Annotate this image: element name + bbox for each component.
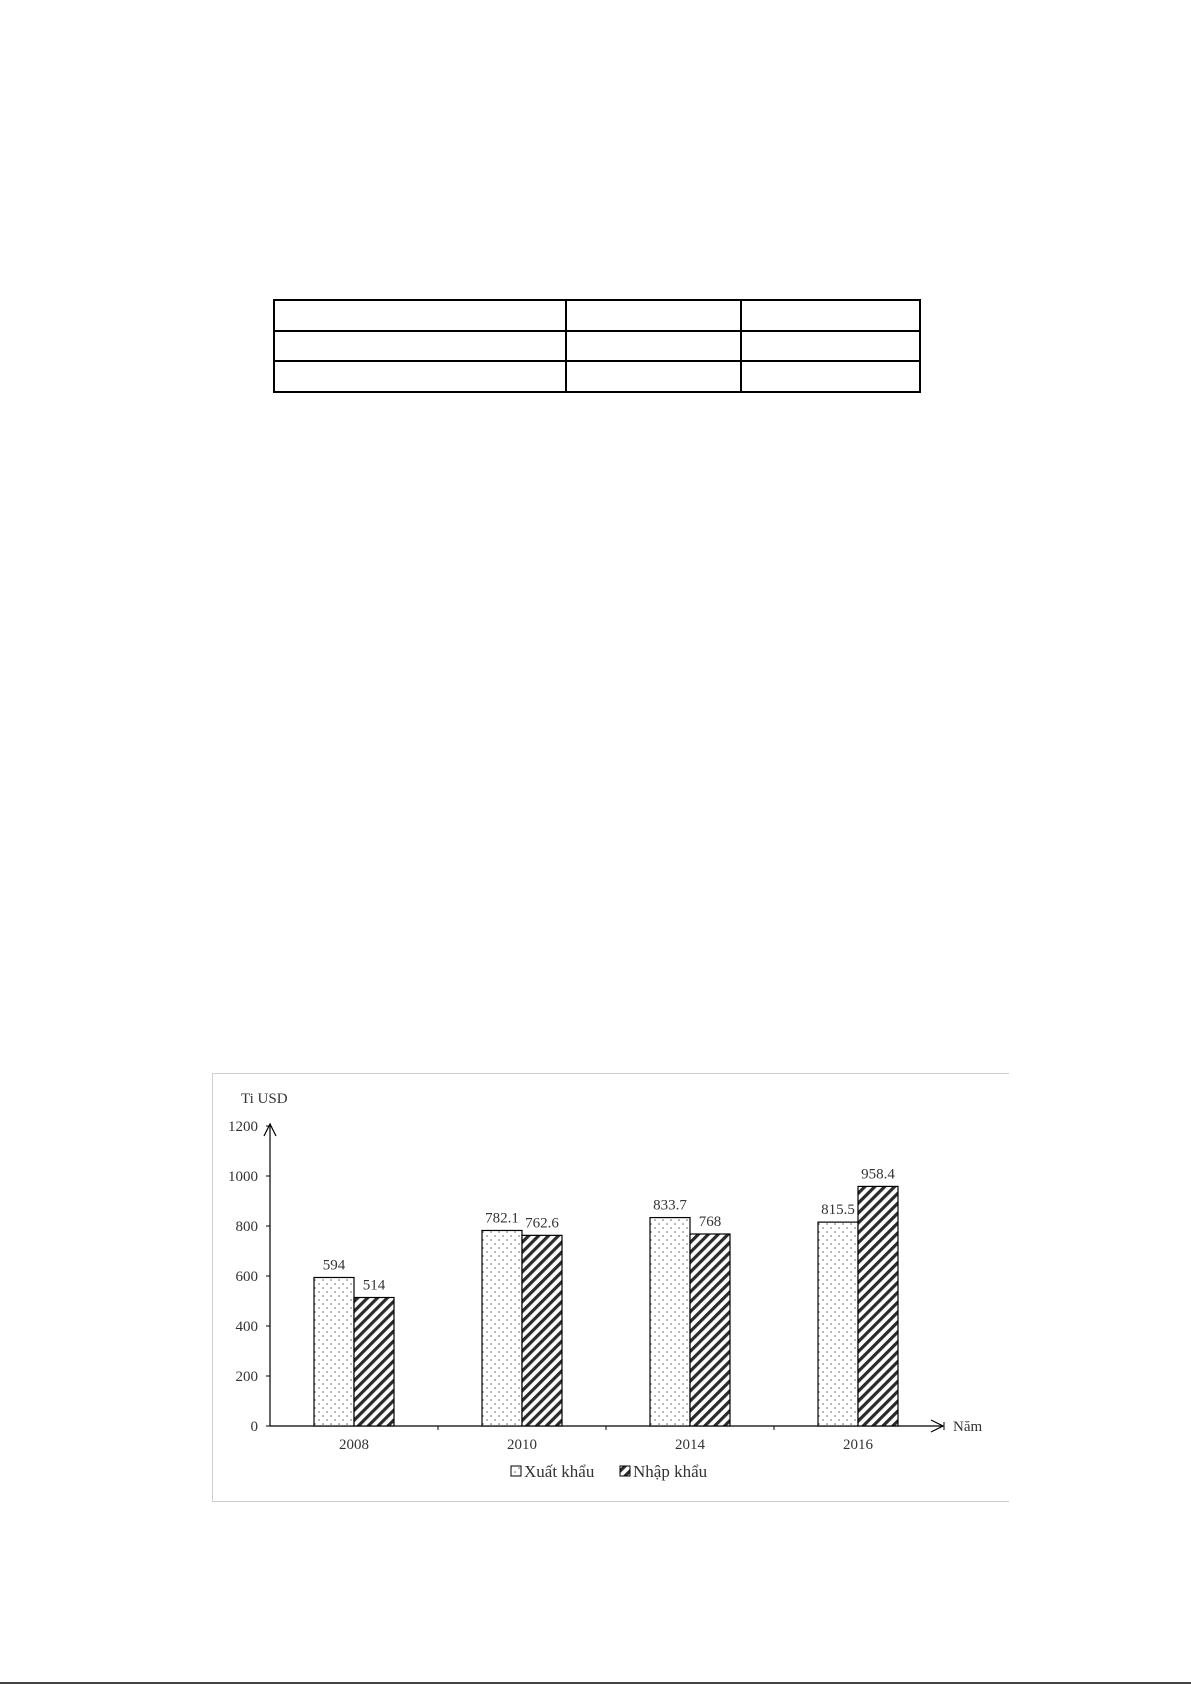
data-label: 762.6 (525, 1215, 559, 1232)
bar-xuat-khau (482, 1230, 522, 1426)
table-cell (741, 300, 920, 331)
data-label: 782.1 (485, 1210, 519, 1227)
y-tick-label: 1000 (228, 1169, 258, 1185)
x-tick-label: 2014 (675, 1437, 705, 1453)
table-row (274, 300, 920, 331)
y-tick-label: 1200 (228, 1119, 258, 1135)
data-label: 768 (698, 1214, 722, 1230)
table-cell (566, 300, 741, 331)
table-cell (741, 331, 920, 362)
bar-nhap-khau (858, 1186, 898, 1426)
y-tick-label: 800 (235, 1219, 258, 1235)
table-cell (741, 361, 920, 392)
bar-xuat-khau (314, 1278, 354, 1427)
table-cell (274, 361, 566, 392)
table-cell (274, 331, 566, 362)
legend-swatch-nhap-khau (620, 1466, 630, 1476)
legend-swatch-xuat-khau (511, 1466, 521, 1476)
data-label: 958.4 (861, 1166, 895, 1183)
data-label: 815.5 (821, 1202, 855, 1219)
bar-nhap-khau (354, 1298, 394, 1427)
data-label: 514 (362, 1277, 386, 1294)
bar-nhap-khau (690, 1234, 730, 1426)
page-bottom-rule (0, 1682, 1191, 1684)
y-tick-label: 0 (250, 1419, 258, 1435)
x-tick-label: 2010 (507, 1437, 537, 1453)
legend-label: Nhập khẩu (633, 1462, 708, 1481)
y-tick-label: 600 (235, 1269, 258, 1285)
x-tick-label: 2016 (843, 1437, 873, 1453)
table-cell (566, 331, 741, 362)
table-cell (274, 300, 566, 331)
table-cell (566, 361, 741, 392)
table-row (274, 361, 920, 392)
bar-xuat-khau (818, 1222, 858, 1426)
x-axis-title: Năm (953, 1419, 983, 1435)
empty-data-table (273, 299, 921, 393)
table-row (274, 331, 920, 362)
x-tick-label: 2008 (339, 1437, 369, 1453)
bar-chart (212, 1073, 1009, 1502)
y-tick-label: 400 (235, 1319, 258, 1335)
y-tick-label: 200 (235, 1369, 258, 1385)
bar-nhap-khau (522, 1235, 562, 1426)
y-axis-title: Ti USD (241, 1091, 288, 1107)
bar-xuat-khau (650, 1218, 690, 1426)
legend-label: Xuất khẩu (524, 1462, 595, 1481)
chart-canvas (213, 1074, 1009, 1501)
data-label: 833.7 (653, 1197, 687, 1214)
data-label: 594 (322, 1257, 346, 1274)
